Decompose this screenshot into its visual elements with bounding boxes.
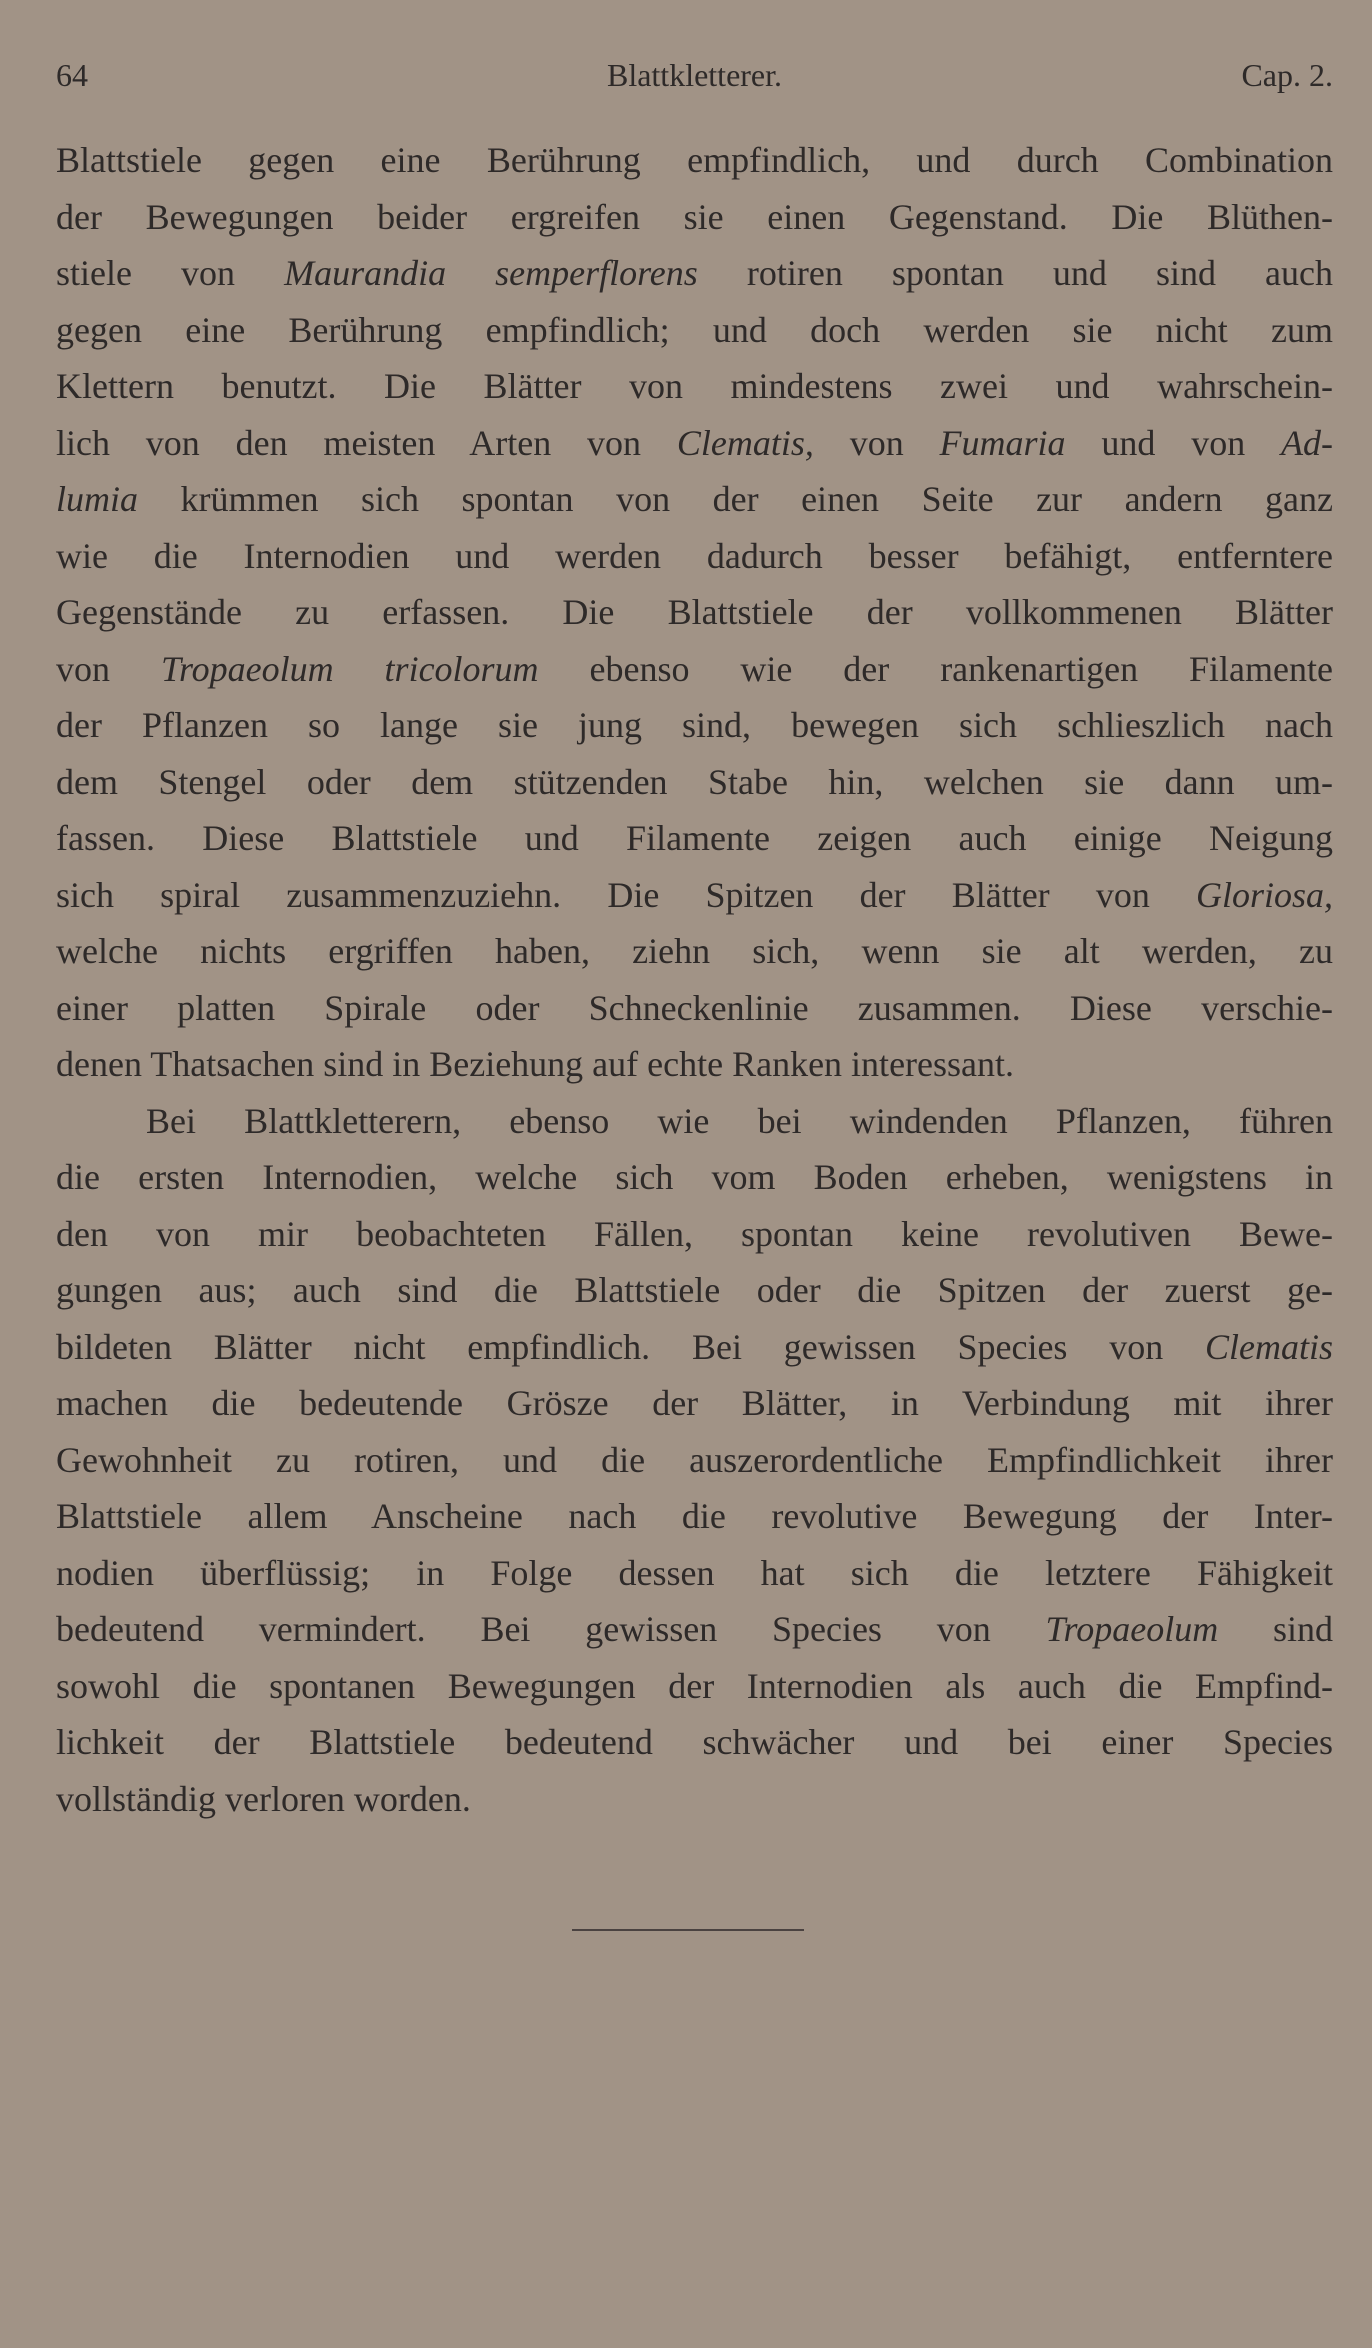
text-run: ebenso wie der rankenartigen Filamente — [538, 648, 1333, 689]
text-line — [56, 132, 1333, 189]
text-run: von — [813, 422, 940, 463]
text-run: dem Stengel oder dem stützenden Stabe hin, welchen sie dann um- — [56, 761, 1333, 802]
text-run: stiele von — [56, 253, 285, 293]
text-run: gegen eine Berührung empfindlich; und doch werden sie nicht zum — [56, 309, 1333, 350]
text-run: nodien überflüssig; in Folge dessen hat sich die letztere Fähigkeit — [56, 1552, 1333, 1593]
text-run: welche nichts ergriffen haben, ziehn sich, wenn sie alt werden, zu — [56, 931, 1333, 971]
text-run: sowohl die spontanen Bewegungen der Internodien als auch die Empfind- — [56, 1665, 1333, 1706]
text-line — [56, 1375, 1333, 1432]
text-line — [56, 754, 1333, 811]
italic-term: Gloriosa, — [1195, 874, 1333, 915]
text-run: bedeutend vermindert. Bei gewissen Species von — [56, 1609, 1046, 1649]
text-line — [56, 1432, 1333, 1489]
text-run: sich spiral zusammenzuziehn. Die Spitzen der Blätter von — [56, 874, 1196, 915]
text-line — [56, 358, 1333, 415]
text-run: einer platten Spirale oder Schneckenlinie zusammen. Diese verschie- — [56, 987, 1333, 1028]
text-run: der Pflanzen so lange sie jung sind, bewegen sich schlieszlich nach — [56, 705, 1333, 745]
text-line — [56, 584, 1333, 641]
text-run: den von mir beobachteten Fällen, spontan keine revolutiven Bewe- — [56, 1213, 1333, 1254]
text-line — [56, 697, 1333, 754]
text-run: Blattstiele allem Anscheine nach die revolutive Bewegung der Inter- — [56, 1496, 1333, 1536]
text-line — [56, 528, 1333, 585]
text-line — [56, 1319, 1333, 1376]
text-run: krümmen sich spontan von der einen Seite zur andern ganz — [138, 479, 1333, 519]
text-line — [56, 1036, 1333, 1093]
text-run: von — [56, 648, 161, 689]
text-run: denen Thatsachen sind in Beziehung auf echte Ranken interessant. — [56, 1044, 1015, 1084]
text-line — [56, 923, 1333, 980]
text-line — [56, 1093, 1333, 1150]
italic-term: Tropaeolum — [1045, 1609, 1219, 1649]
text-line — [56, 641, 1333, 698]
text-line — [56, 1206, 1333, 1263]
text-run: Bei Blattkletterern, ebenso wie bei windenden Pflanzen, führen — [146, 1100, 1333, 1141]
text-line — [56, 1488, 1333, 1545]
text-line — [56, 1262, 1333, 1319]
text-run: bildeten Blätter nicht empfindlich. Bei gewissen Species von — [56, 1326, 1205, 1367]
text-line — [56, 1545, 1333, 1602]
text-line — [56, 1771, 1333, 1828]
italic-term: lumia — [56, 479, 139, 519]
page-header — [56, 50, 1333, 100]
text-line — [56, 1714, 1333, 1771]
text-run: lich von den meisten Arten von — [56, 422, 677, 463]
text-line — [56, 245, 1333, 302]
text-run: vollständig verloren worden. — [56, 1778, 471, 1819]
chapter-label: Cap. 2. — [1241, 57, 1333, 93]
section-end-rule — [572, 1929, 804, 1931]
text-line — [56, 1149, 1333, 1206]
text-line — [56, 867, 1333, 924]
text-run: Gegenstände zu erfassen. Die Blattstiele der vollkommenen Blätter — [56, 592, 1333, 632]
body-text — [56, 132, 1333, 1827]
text-run: die ersten Internodien, welche sich vom Boden erheben, wenigstens in — [56, 1157, 1333, 1197]
text-run: der Bewegungen beider ergreifen sie einen Gegenstand. Die Blüthen- — [56, 196, 1333, 237]
running-title: Blattkletterer. — [606, 57, 783, 93]
text-run: Klettern benutzt. Die Blätter von mindestens zwei und wahrschein- — [56, 366, 1333, 406]
italic-term: Tropaeolum tricolorum — [160, 648, 539, 689]
text-line — [56, 471, 1333, 528]
italic-term: Maurandia semperflorens — [284, 253, 698, 293]
italic-term: Clematis, — [676, 422, 814, 463]
text-line — [56, 415, 1333, 472]
text-run: gungen aus; auch sind die Blattstiele oder die Spitzen der zuerst ge- — [56, 1270, 1333, 1310]
text-run: und von — [1065, 422, 1282, 463]
text-run: Gewohnheit zu rotiren, und die auszerordentliche Empfindlichkeit ihrer — [56, 1439, 1333, 1480]
text-run: wie die Internodien und werden dadurch besser befähigt, entferntere — [56, 535, 1333, 576]
text-run: machen die bedeutende Grösze der Blätter, in Verbindung mit ihrer — [56, 1383, 1333, 1423]
text-line — [56, 189, 1333, 246]
text-run: fassen. Diese Blattstiele und Filamente zeigen auch einige Neigung — [56, 818, 1333, 858]
page-number: 64 — [56, 57, 88, 93]
text-run: lichkeit der Blattstiele bedeutend schwächer und bei einer Species — [56, 1722, 1333, 1762]
italic-term: Fumaria — [939, 422, 1066, 463]
text-line — [56, 810, 1333, 867]
italic-term: Ad- — [1281, 422, 1333, 463]
text-run: sind — [1218, 1609, 1333, 1649]
italic-term: Clematis — [1204, 1326, 1333, 1367]
text-run: Blattstiele gegen eine Berührung empfindlich, und durch Combination — [56, 140, 1333, 180]
text-line — [56, 980, 1333, 1037]
text-run: rotiren spontan und sind auch — [697, 253, 1333, 293]
text-line — [56, 302, 1333, 359]
text-line — [56, 1658, 1333, 1715]
text-line — [56, 1601, 1333, 1658]
